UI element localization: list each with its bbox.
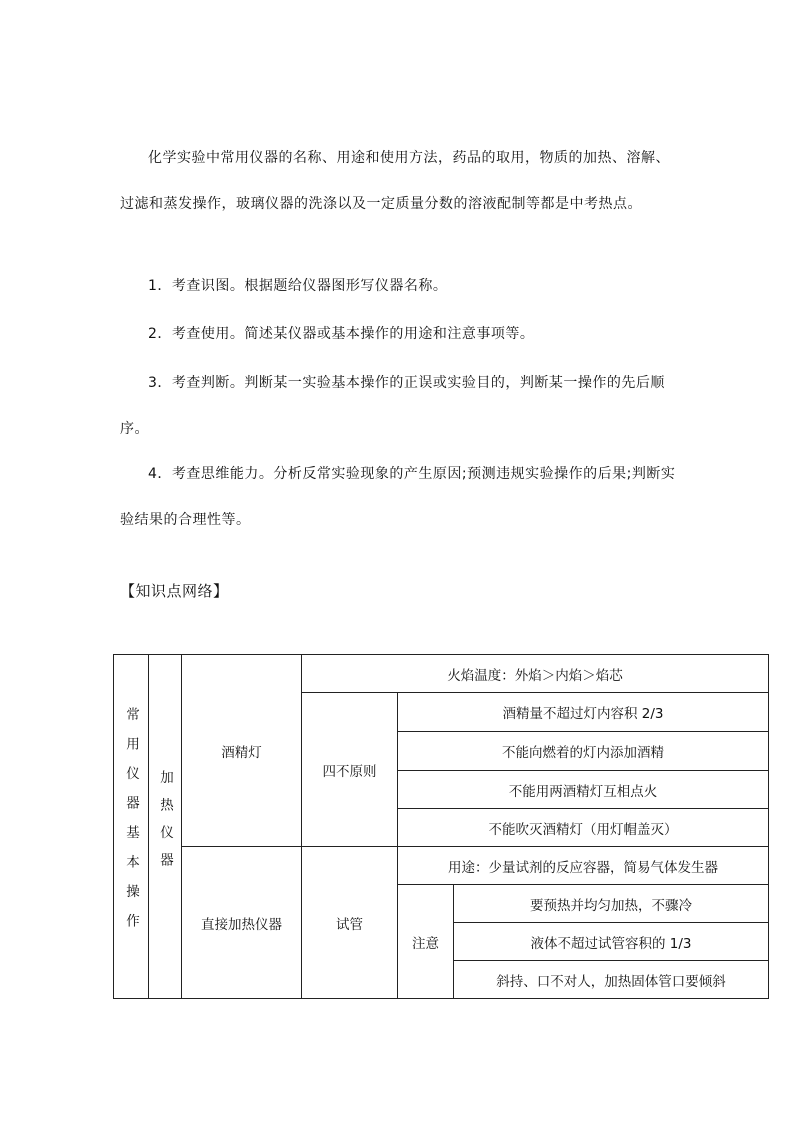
note-label-cell: 注意 [398,885,454,999]
section-title: 【知识点网络】 [120,582,229,600]
heating-instruments-cell [149,655,182,999]
point-4-text: 4．考查思维能力。分析反常实验现象的产生原因;预测违规实验操作的后果;判断实验结果的合理性等。 [120,466,676,528]
note-3-cell: 斜持、口不对人，加热固体管口要倾斜 [454,961,769,999]
direct-heating-cell: 直接加热仪器 [182,847,302,999]
intro-text: 化学实验中常用仪器的名称、用途和使用方法，药品的取用，物质的加热、溶解、过滤和蒸发操作，玻璃仪器的洗涤以及一定质量分数的溶液配制等都是中考热点。 [120,150,670,212]
rule-4-cell: 不能吹灭酒精灯（用灯帽盖灭） [398,809,769,847]
point-3-text: 3．考查判断。判断某一实验基本操作的正误或实验目的，判断某一操作的先后顺序。 [120,375,665,437]
rule-2-cell: 不能向燃着的灯内添加酒精 [398,732,769,771]
point-2 [120,311,680,357]
point-2-text: 2．考查使用。简述某仪器或基本操作的用途和注意事项等。 [148,326,535,342]
point-4 [120,451,680,543]
knowledge-table [113,654,769,999]
point-1-text: 1．考查识图。根据题给仪器图形写仪器名称。 [148,278,448,294]
point-1 [120,263,680,309]
intro-paragraph [120,135,680,227]
heating-instruments-label: 加热仪器 [157,769,173,880]
point-3 [120,360,680,452]
rule-1-cell: 酒精量不超过灯内容积 2/3 [398,693,769,732]
note-1-cell: 要预热并均匀加热，不骤冷 [454,885,769,923]
category-label: 常用仪器基本操作 [123,706,139,943]
four-rules-cell: 四不原则 [302,693,398,847]
flame-temp-cell: 火焰温度：外焰＞内焰＞焰芯 [302,655,769,693]
rule-3-cell: 不能用两酒精灯互相点火 [398,771,769,809]
category-cell [114,655,149,999]
usage-cell: 用途：少量试剂的反应容器，简易气体发生器 [398,847,769,885]
note-2-cell: 液体不超过试管容积的 1/3 [454,923,769,961]
test-tube-cell: 试管 [302,847,398,999]
alcohol-lamp-cell: 酒精灯 [182,655,302,847]
